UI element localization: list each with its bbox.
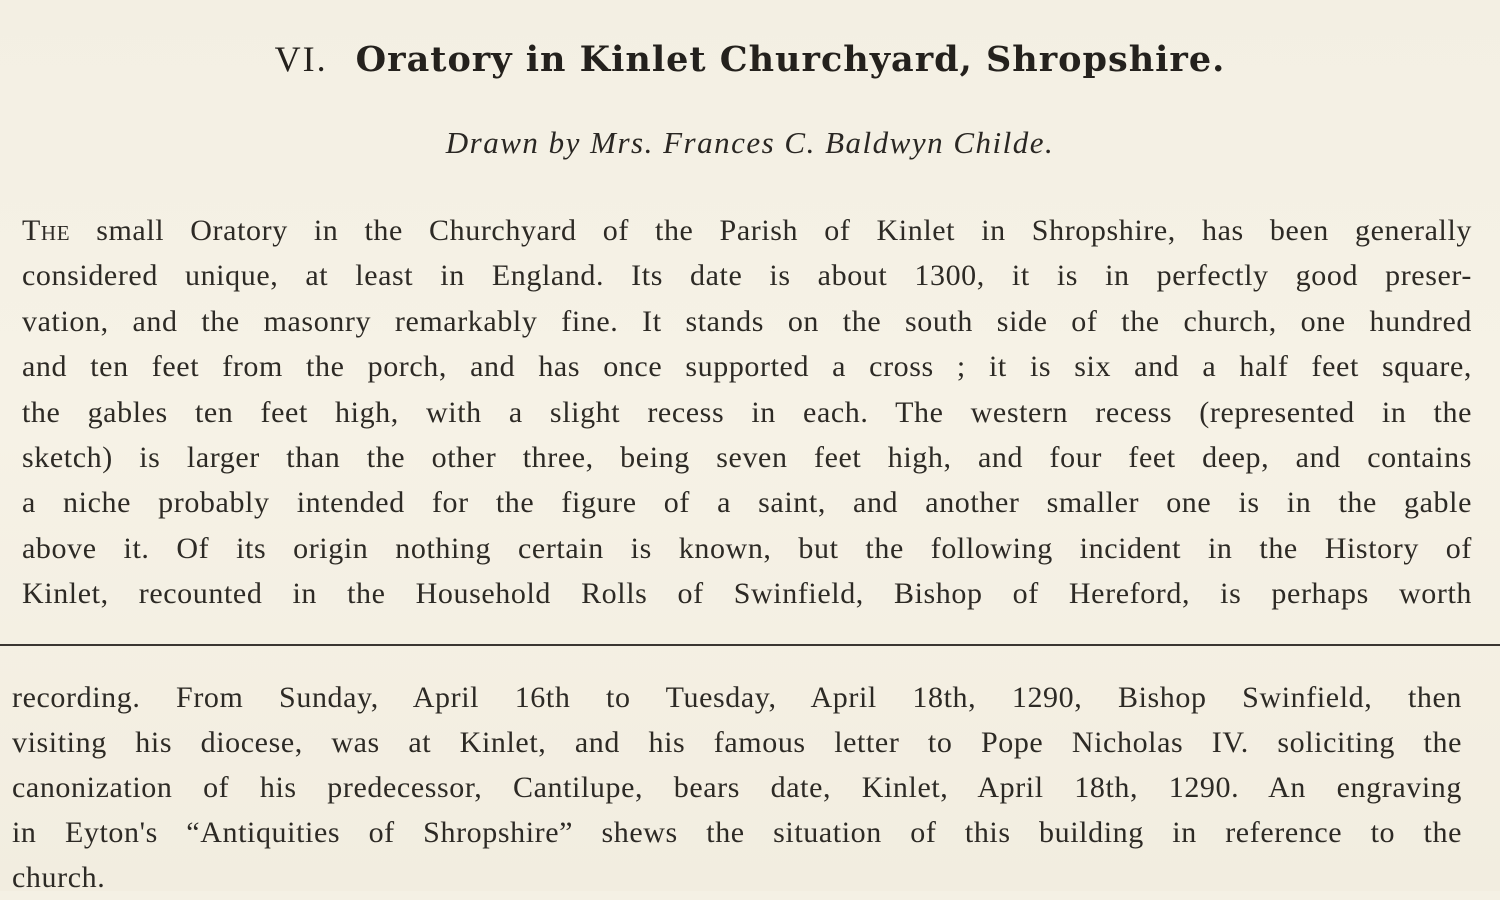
body-paragraph-top xyxy=(22,208,1472,617)
text-line: a niche probably intended for the figure of a saint, and another smaller one is in the gable xyxy=(22,486,1472,520)
text-line xyxy=(22,208,1472,253)
text-line: the gables ten feet high, with a slight recess in each. The western recess (represented in the xyxy=(22,395,1472,429)
text-line-rest: small Oratory in the Churchyard of the Parish of Kinlet in Shropshire, has been generally xyxy=(70,214,1472,247)
text-line: and ten feet from the porch, and has once supported a cross ; it is six and a half feet square, xyxy=(22,350,1472,384)
text-line: above it. Of its origin nothing certain is known, but the following incident in the History of xyxy=(22,531,1472,565)
page-title xyxy=(0,38,1500,80)
body-paragraph-bottom xyxy=(12,675,1462,900)
text-line: in Eyton's “Antiquities of Shropshire” shews the situation of this building in reference to the xyxy=(12,816,1462,849)
drop-lead: The xyxy=(22,214,71,247)
byline: Drawn by Mrs. Frances C. Baldwyn Childe. xyxy=(445,125,1055,160)
text-line: considered unique, at least in England. Its date is about 1300, it is in perfectly good preser- xyxy=(22,259,1472,293)
text-line: church. xyxy=(12,861,106,894)
page-divider xyxy=(0,644,1500,646)
text-line: canonization of his predecessor, Cantilupe, bears date, Kinlet, April 18th, 1290. An engraving xyxy=(12,771,1462,804)
text-line: vation, and the masonry remarkably fine. It stands on the south side of the church, one hundred xyxy=(22,304,1472,338)
text-line: recording. From Sunday, April 16th to Tuesday, April 18th, 1290, Bishop Swinfield, then xyxy=(12,681,1462,714)
section-numeral: VI. xyxy=(274,39,328,79)
text-line: sketch) is larger than the other three, being seven feet high, and four feet deep, and contains xyxy=(22,440,1472,474)
text-line: visiting his diocese, was at Kinlet, and his famous letter to Pope Nicholas IV. soliciting the xyxy=(12,726,1462,759)
text-line: Kinlet, recounted in the Household Rolls of Swinfield, Bishop of Hereford, is perhaps worth xyxy=(22,577,1472,611)
section-title: Oratory in Kinlet Churchyard, Shropshire. xyxy=(355,39,1226,80)
